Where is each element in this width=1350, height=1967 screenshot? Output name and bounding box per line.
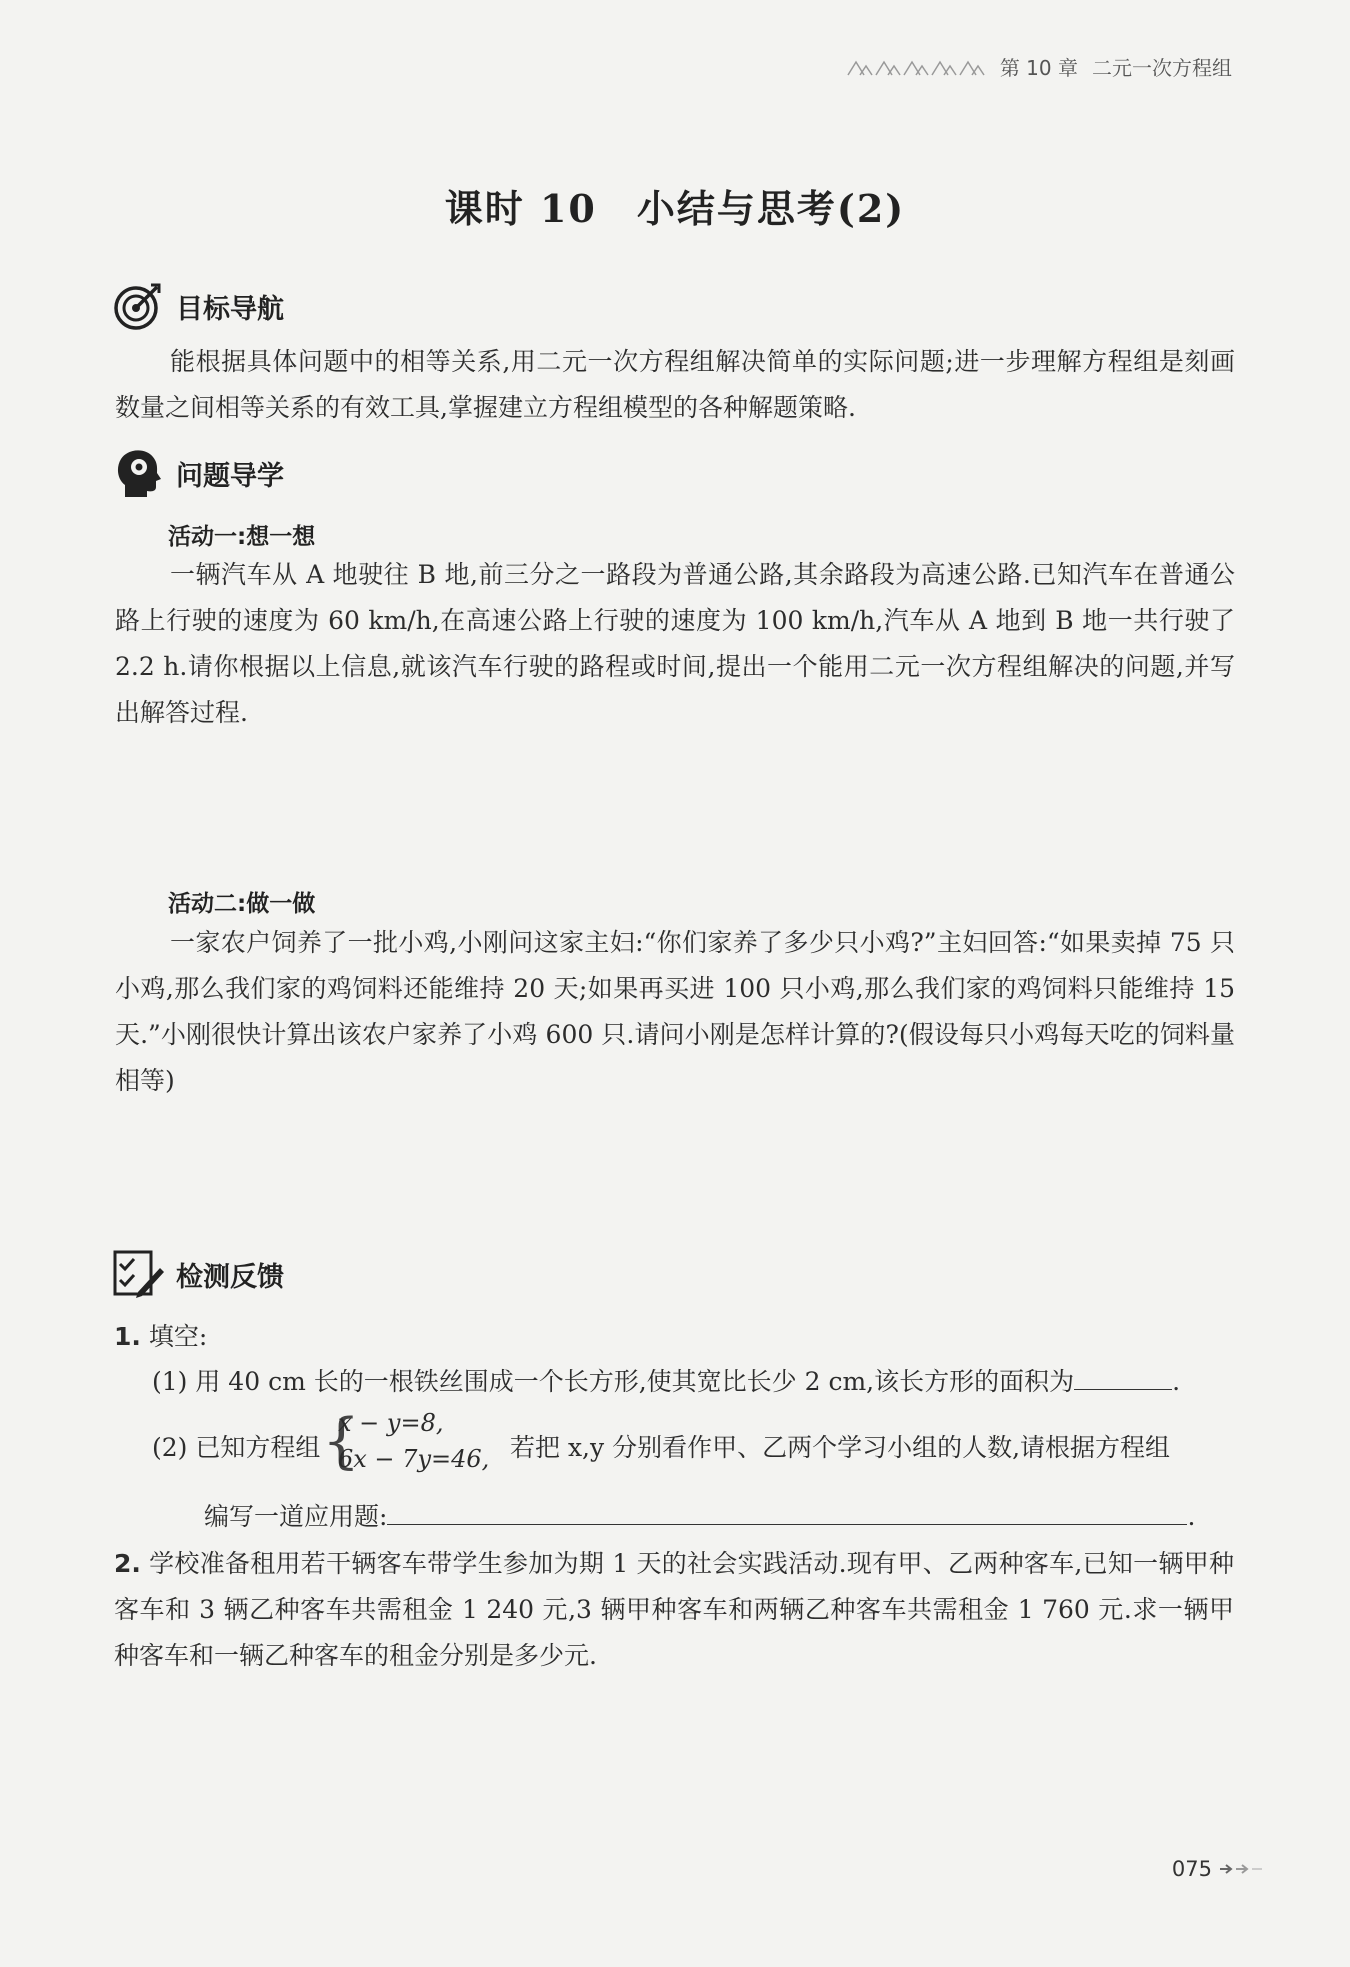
chapter-title: 二元一次方程组	[1092, 56, 1232, 80]
question-1-part-2-line2: 编写一道应用题: .	[204, 1502, 1196, 1531]
answer-blank-1	[1074, 1365, 1172, 1390]
guide-heading-text: 问题导学	[176, 460, 284, 492]
question-1	[114, 1317, 207, 1353]
page-footer	[1172, 1857, 1270, 1881]
head-gear-icon	[112, 447, 164, 499]
target-icon	[112, 280, 164, 332]
goal-section-heading	[112, 280, 284, 332]
question-1-part-2-line2-text: 编写一道应用题:	[204, 1502, 388, 1531]
question-2-number: 2.	[114, 1549, 141, 1578]
equation-1: x − y=8,	[338, 1409, 444, 1437]
activity2-title: 活动二:做一做	[168, 891, 316, 917]
goal-text: 能根据具体问题中的相等关系,用二元一次方程组解决简单的实际问题;进一步理解方程组是刻画数量之间相等关系的有效工具,掌握建立方程组模型的各种解题策略.	[115, 347, 1235, 422]
mountain-decoration-icon	[846, 57, 986, 77]
checklist-pencil-icon	[112, 1248, 164, 1300]
feedback-heading-text: 检测反馈	[176, 1261, 284, 1293]
chapter-number: 第 10 章	[999, 56, 1078, 80]
question-2	[114, 1541, 1234, 1679]
equation-2: 6x − 7y=46,	[338, 1445, 490, 1473]
guide-section-heading	[112, 447, 284, 499]
activity1-title: 活动一:想一想	[168, 524, 316, 550]
feedback-section-heading	[112, 1248, 284, 1300]
equation-brace: {	[322, 1406, 361, 1476]
page-number: 075	[1171, 1857, 1212, 1881]
answer-blank-2	[387, 1500, 1187, 1525]
equation-system	[338, 1405, 489, 1477]
activity2-text: 一家农户饲养了一批小鸡,小刚问这家主妇:“你们家养了多少只小鸡?”主妇回答:“如果卖掉 75 只小鸡,那么我们家的鸡饲料还能维持 20 天;如果再买进 100 只小鸡,那么我们家的鸡饲料只能维持 15 天.”小刚很快计算出该农户家养了小鸡 600 只.请问小刚是怎样计算的?(假设每只小鸡每天吃的饲料量相等)	[115, 928, 1235, 1095]
page-title: 课时 10 小结与思考(2)	[444, 186, 906, 231]
running-header	[846, 52, 1232, 81]
question-1-part-1: (1) 用 40 cm 长的一根铁丝围成一个长方形,使其宽比长少 2 cm,该长方形的面积为 .	[152, 1367, 1181, 1396]
question-1-part-2-label: (2) 已知方程组	[152, 1433, 321, 1462]
arrow-decoration-icon	[1218, 1857, 1270, 1881]
question-1-part-1-text: (1) 用 40 cm 长的一根铁丝围成一个长方形,使其宽比长少 2 cm,该长方形的面积为	[152, 1367, 1075, 1396]
question-2-text: 学校准备租用若干辆客车带学生参加为期 1 天的社会实践活动.现有甲、乙两种客车,已知一辆甲种客车和 3 辆乙种客车共需租金 1 240 元,3 辆甲种客车和两辆乙种客车共需租金 1 760 元.求一辆甲种客车和一辆乙种客车的租金分别是多少元.	[114, 1549, 1234, 1670]
question-1-number: 1.	[114, 1322, 141, 1351]
activity1-text: 一辆汽车从 A 地驶往 B 地,前三分之一路段为普通公路,其余路段为高速公路.已知汽车在普通公路上行驶的速度为 60 km/h,在高速公路上行驶的速度为 100 km/h,汽车从 A 地到 B 地一共行驶了 2.2 h.请你根据以上信息,就该汽车行驶的路程或时间,提出一个能用二元一次方程组解决的问题,并写出解答过程.	[115, 560, 1235, 727]
goal-heading-text: 目标导航	[176, 293, 284, 325]
question-1-part-2-suffix: 若把 x,y 分别看作甲、乙两个学习小组的人数,请根据方程组	[510, 1433, 1171, 1462]
question-1-label: 填空:	[148, 1322, 208, 1351]
